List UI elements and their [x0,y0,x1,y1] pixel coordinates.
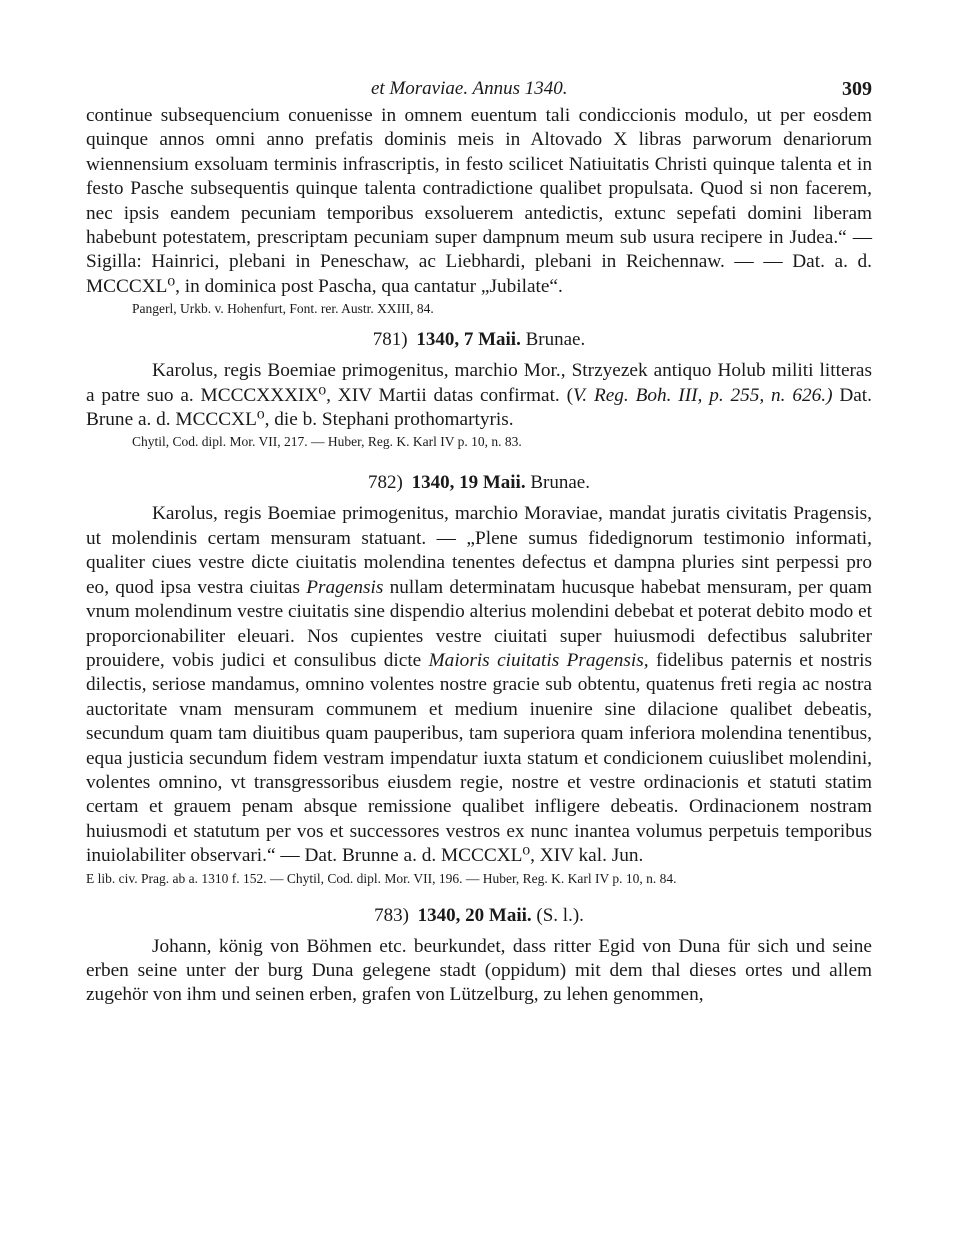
entry-782-text [86,502,872,868]
intro-paragraph: continue subsequencium conuenisse in omnem euentum tali condiccionis modulo, ut per eosdem quinque annos omni anno prefatis dominis meis in Altovado X libras parworum denariorum wiennensium exsoluam terminis infrascriptis, in festo scilicet Natiuitatis Christi quinque talenta et in festo Pasche subsequentis quinque talenta contradictione qualibet propulsata. Quod si non facerem, nec ipsis eandem pecuniam temporibus exsoluerem antedictis, extunc sepefati domini liberam habebunt potestatem, prescriptam pecuniam super dampnum meum sub usura recipere in Judea.“ — Sigilla: Hainrici, plebani in Peneschaw, ac Liebhardi, plebani in Reichennaw. — — Dat. a. d. MCCCXL⁰, in dominica post Pascha, qua cantatur „Jubilate“. [86,105,872,297]
entry-781-heading [86,329,872,351]
entry-782-heading [86,472,872,494]
entry-781-text [86,359,872,432]
entry-782-text-b: nullam determinatam hucusque habebat mensuram, per quam vnum molendinum vestre ciuitatis sine dispendio alterius molendini debebat et poterat debito modo et proporcionabiliter eleuari. Nos cupientes vestre ciuitati super huiusmodi defectibus salubriter prouidere, vobis judici et consulibus dicte [86,576,872,671]
entry-782-ital-pragensis: Pragensis [306,576,384,598]
entry-782-number: 782) [368,472,403,494]
entry-782-source: E lib. civ. Prag. ab a. 1310 f. 152. — Chytil, Cod. dipl. Mor. VII, 196. — Huber, Reg. K. Karl IV p. 10, n. 84. [86,870,677,886]
entry-783-date: 1340, 20 Maii. [417,904,532,926]
entry-782-text-c: fidelibus paternis et nostris dilectis, seriose mandamus, omnino volentes nostre gracie sub obtentu, quatenus freti regia ac nostra auctoritate vnam mensuram communem et medium inuenire sine dilacione qualibet debeatis, secundum quam tam diuitibus quam pauperibus, tam superiora quam inferiora molendina tenentibus, equa justicia secundum fidem vestram impendatur iuxta statum et condicionem cuiuslibet molendini, volentes omnino, vt transgressoribus eiusdem regie, nostre et vestre ordinacionis et statuti statim certam et grauem penam absque remissione qualibet infligere debeatis. Ordinacionem nostram huiusmodi et statutum per vos et successores vestros ex nunc inantea volumus perpetuis temporibus inuiolabiliter observari.“ — Dat. Brunne a. d. MCCCXL⁰, XIV kal. Jun. [86,649,872,867]
entry-781-number: 781) [372,329,408,351]
entry-781-date: 1340, 7 Maii. [416,329,521,351]
running-title: et Moraviae. Annus 1340. [371,78,568,99]
entry-783-text: Johann, könig von Böhmen etc. beurkundet, dass ritter Egid von Duna für sich und seine erben seine unter der burg Duna gelegene stadt (oppidum) mit dem thal dieses ortes und allem zugehör von ihm und seinen erben, grafen von Lützelburg, zu lehen genommen, [86,935,872,1006]
entry-782-date: 1340, 19 Maii. [411,472,526,494]
entry-781-place: Brunae. [525,329,586,351]
page-header [86,78,872,104]
entry-783-place: (S. l.). [536,904,584,926]
entry-782-text-a: Karolus, regis Boemiae primogenitus, marchio Moraviae, mandat juratis civitatis Pragensis, ut molendinis certam mensuram statuant. — „Plene sumus fidedignorum testimonio informati, qualiter ciues vestre dicte ciuitatis molendina tenentes defectus et dampna pluries sint perpessi pro eo, quod ipsa vestra ciuitas [86,503,872,598]
entry-782-place: Brunae. [530,472,590,494]
entry-783-number: 783) [374,904,409,926]
page [86,78,872,1008]
entry-781-source: Chytil, Cod. dipl. Mor. VII, 217. — Huber, Reg. K. Karl IV p. 10, n. 83. [132,434,522,450]
entry-781-text-a: Karolus, regis Boemiae primogenitus, marchio Mor., Strzyezek antiquo Holub militi litteras a patre suo a. MCCCXXXIX⁰, XIV Martii datas confirmat. ( [86,360,872,406]
entry-782-ital-maioris: Maioris ciuitatis Pragensis, [428,649,649,671]
page-number: 309 [842,78,872,100]
entry-781-text-b: Dat. Brune a. d. MCCCXL⁰, die b. Stephani prothomartyris. [86,384,872,431]
entry-781-citation: V. Reg. Boh. III, p. 255, n. 626.) [573,384,833,406]
page-body [86,104,872,1008]
intro-source: Pangerl, Urkb. v. Hohenfurt, Font. rer. Austr. XXIII, 84. [132,301,434,317]
entry-783-heading [86,905,872,927]
